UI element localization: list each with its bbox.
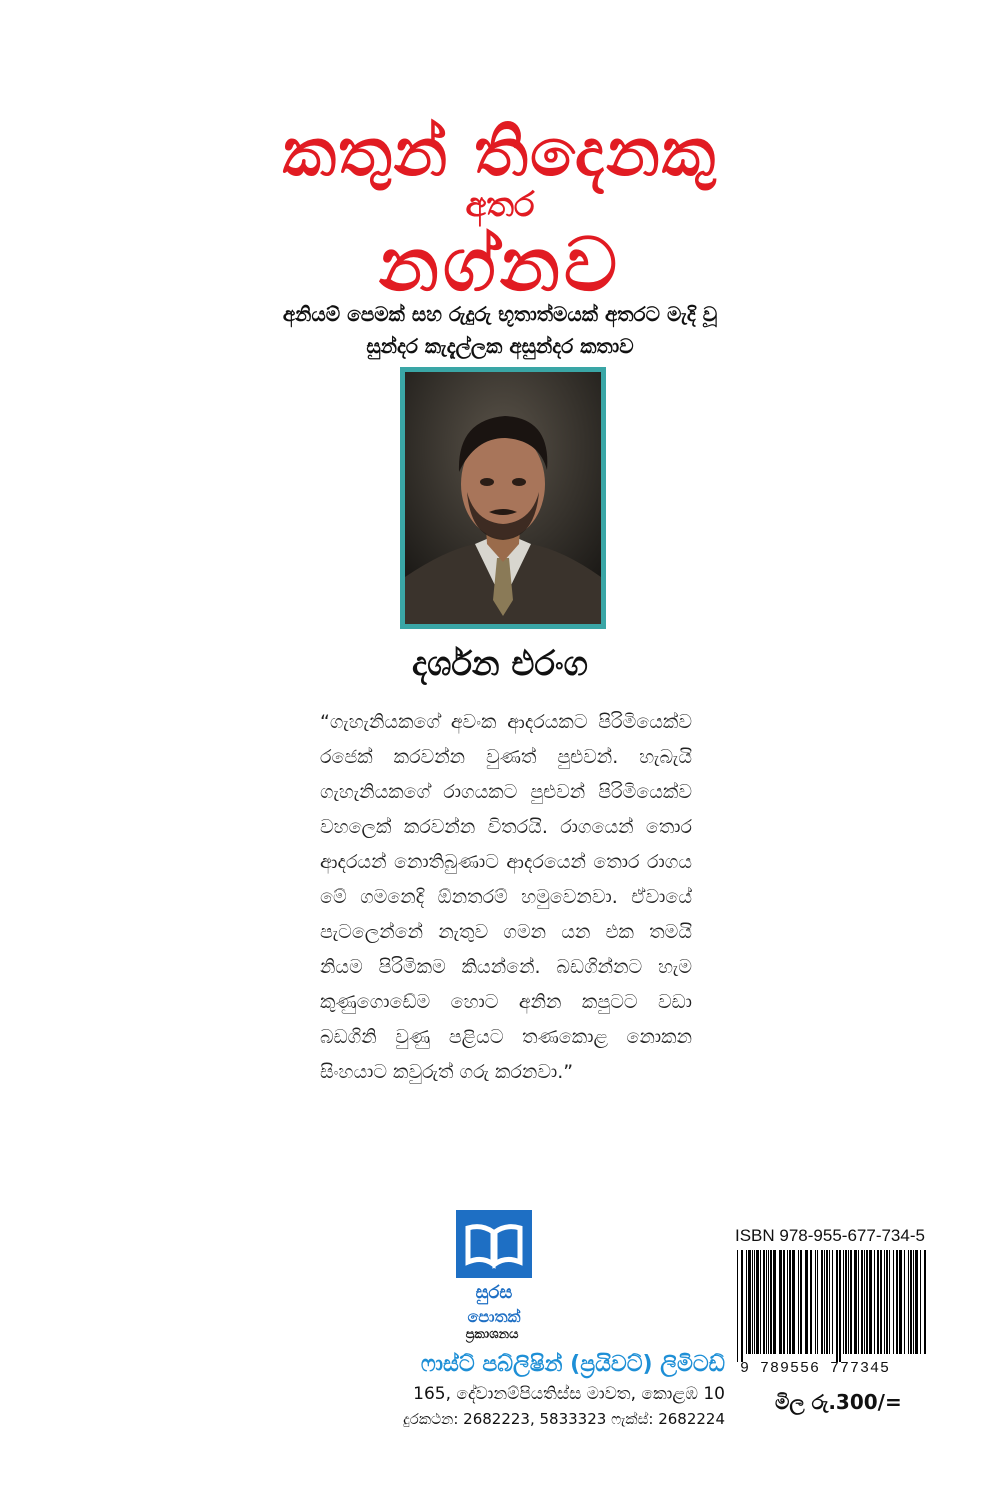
barcode-bar [845,1250,847,1354]
barcode-bar [874,1250,875,1354]
barcode-bar [899,1250,902,1354]
barcode-bar [893,1250,894,1354]
barcode-bar [836,1250,838,1362]
barcode-bar [789,1250,791,1354]
barcode-bar [741,1250,743,1362]
author-portrait-illustration [405,372,601,624]
barcode [733,1250,933,1362]
barcode-bar [800,1250,802,1354]
barcode-bar [864,1250,865,1354]
barcode-bar [821,1250,823,1354]
barcode-bar [861,1250,863,1354]
subtitle-line-1: අනියම් පෙමක් සහ රුදුරු භූතාත්මයක් අතරට මැදි වූ [282,302,718,326]
barcode-bar [877,1250,879,1354]
logo-text-line-2: පොතක් [467,1307,521,1326]
barcode-bar [896,1250,898,1354]
isbn-number: ISBN 978-955-677-734-5 [735,1226,925,1245]
subtitle-line-2: සුන්දර කැදැල්ලක අසුන්දර කතාව [366,334,634,358]
barcode-bar [815,1250,816,1354]
barcode-bar [770,1250,772,1354]
barcode-bar [748,1250,751,1354]
barcode-bar [792,1250,795,1354]
barcode-bar [866,1250,868,1354]
barcode-bar [920,1250,921,1354]
publisher-logo [456,1210,532,1330]
barcode-bar [886,1250,888,1354]
publisher-caption: ප්‍රකාශනය [465,1327,519,1342]
barcode-bar [768,1250,769,1354]
barcode-bar [858,1250,859,1354]
barcode-bar [763,1250,765,1354]
barcode-bar [766,1250,767,1354]
book-title-line-1: කතුන් තිදෙනකු [282,114,718,191]
author-portrait [400,367,606,629]
barcode-bar [805,1250,808,1354]
barcode-bar [915,1250,918,1354]
barcode-bar [746,1250,747,1354]
price-label: මිල රු.300/= [775,1390,902,1414]
barcode-bar [910,1250,912,1354]
barcode-bar [756,1250,759,1354]
barcode-bar [843,1250,844,1354]
barcode-bar [787,1250,788,1354]
barcode-bar [760,1250,761,1354]
logo-text-line-1: සුරස [475,1282,513,1303]
barcode-bar [752,1250,753,1354]
barcode-bar [889,1250,890,1354]
barcode-bar [924,1250,926,1354]
barcode-bar [826,1250,828,1354]
barcode-bar [754,1250,755,1354]
barcode-bar [737,1250,738,1362]
barcode-bar [810,1250,812,1354]
barcode-bar [850,1250,852,1354]
publisher-phone: දුරකථන: 2682223, 5833323 ෆැක්ස්: 2682224 [403,1410,725,1428]
barcode-bar [829,1250,830,1354]
barcode-bar [869,1250,872,1354]
barcode-bar [798,1250,799,1354]
barcode-bar [880,1250,882,1354]
barcode-bar [908,1250,909,1354]
author-name: දර්ශන එරංග [412,644,588,684]
barcode-bar [832,1250,833,1354]
barcode-bar [824,1250,825,1354]
book-title-line-3: නග්නව [378,222,622,308]
barcode-bar [848,1250,849,1354]
barcode-bar [783,1250,785,1354]
barcode-bar [904,1250,905,1354]
barcode-bar [779,1250,782,1354]
barcode-bar [854,1250,857,1354]
barcode-bar [913,1250,914,1354]
publisher-name: ෆාස්ට් පබ්ලිෂින් (ප්‍රයිවට්) ලිමිටඩ් [420,1352,725,1377]
barcode-bar [839,1250,841,1362]
book-title-line-2: අතර [465,185,535,225]
back-cover-quote: “ගැහැනියකගේ අවංක ආදරයකට පිරිමියෙක්ව රජෙක් කරවන්න වුණත් පුළුවන්. හැබැයි ගැහැනියකගේ රාගයකට පුළුවන් පිරිමියෙක්ව වහලෙක් කරවන්න විතරයි. රාගයෙන් තොර ආදරයන් නොතිබුණාට ආදරයෙන් තොර රාගය මේ ගමනෙදි ඕනතරම් හමුවෙනවා. ඒවායේ පැටලෙන්නේ නැතුව ගමන යන එක තමයි නියම පිරිමිකම කියන්නේ. බඩගින්නට හැම කුණුගොඩේම හොට අනින කපුටට වඩා බඩගිනි වුණු පළියට තණකොළ නොකන සිංහයාට කවුරුත් ගරු කරනවා.” [320,711,692,1083]
barcode-bar [884,1250,885,1354]
barcode-bar [817,1250,818,1354]
barcode-bar [773,1250,776,1354]
barcode-digits: 9 789556 777345 [740,1360,891,1377]
publisher-address: 165, දේවානම්පියතිස්ස මාවත, කොළඹ 10 [413,1384,725,1404]
